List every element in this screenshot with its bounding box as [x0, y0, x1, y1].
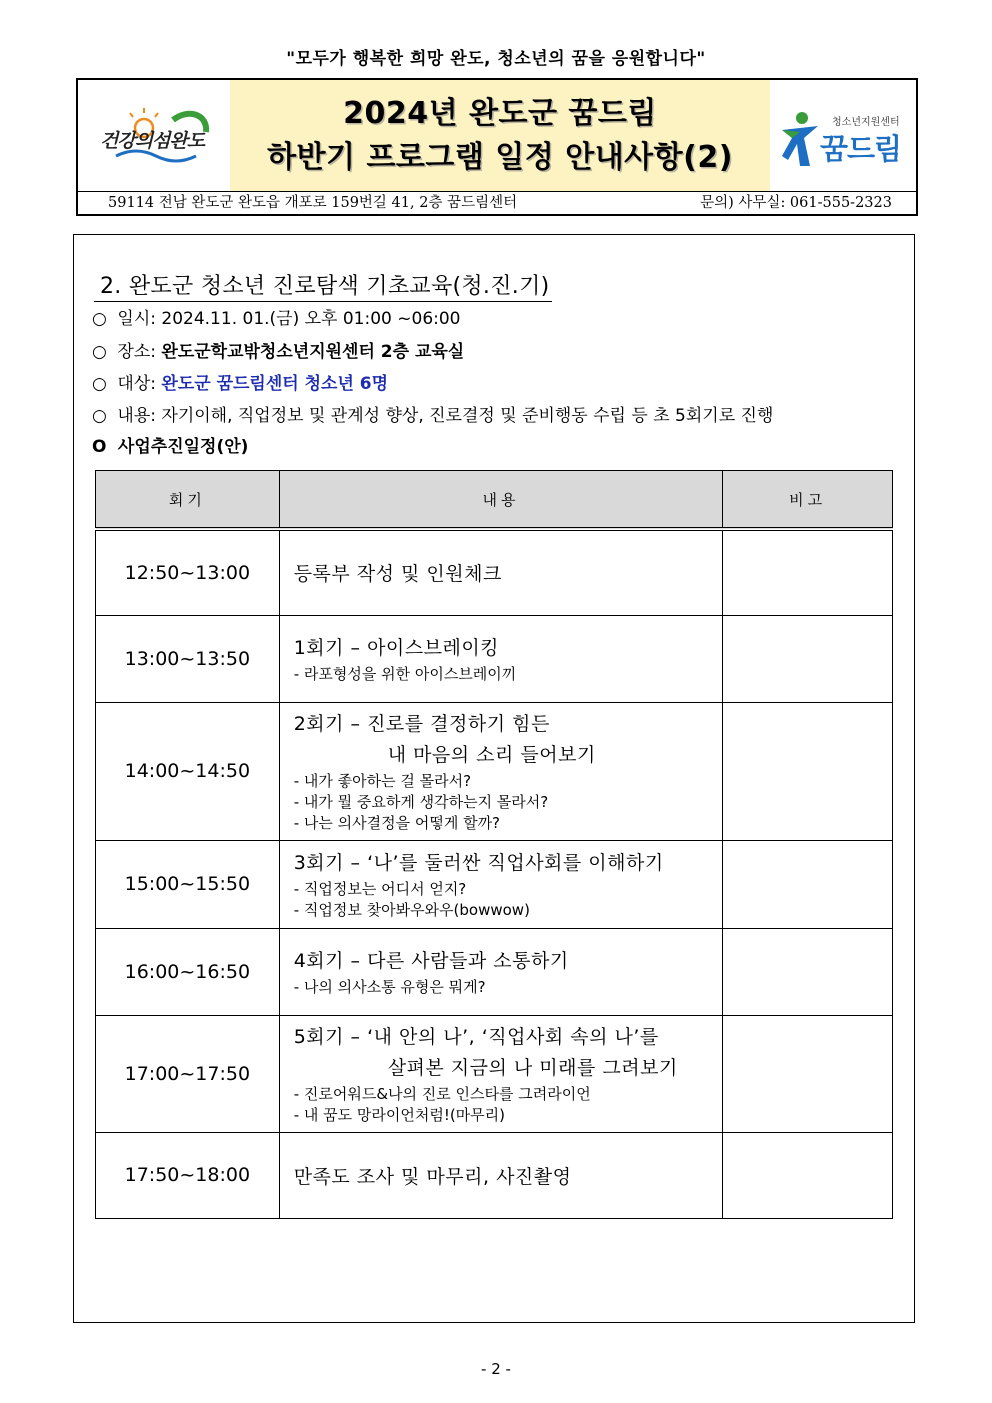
schedule-label: 사업추진일정(안) — [117, 437, 249, 457]
bullet-circle: ○ — [92, 342, 107, 362]
date-value: 2024.11. 01.(금) 오후 01:00 ~06:00 — [161, 309, 461, 329]
address: 59114 전남 완도군 완도읍 개포로 159번길 41, 2층 꿈드림센터 — [108, 195, 518, 211]
row-note — [723, 615, 893, 702]
content-value: 자기이해, 직업정보 및 관계성 향상, 진로결정 및 준비행동 수립 등 초 5회기로 진행 — [161, 406, 774, 426]
table-row — [96, 1132, 893, 1218]
title-line-2: 하반기 프로그램 일정 안내사항(2) — [267, 139, 733, 175]
slogan: "모두가 행복한 희망 완도, 청소년의 꿈을 응원합니다" — [286, 49, 706, 69]
row-main: 1회기 – 아이스브레이킹 — [293, 636, 500, 659]
document-header — [76, 78, 918, 216]
row-main-continued: 살펴본 지금의 나 미래를 그려보기 — [387, 1056, 678, 1079]
row-time: 17:00~17:50 — [96, 1015, 280, 1132]
table-row — [96, 615, 893, 702]
row-note — [723, 529, 893, 615]
date-label: 일시: — [117, 309, 156, 329]
row-sub: - 직업정보는 어디서 얻지? — [293, 879, 467, 898]
row-note — [723, 1015, 893, 1132]
table-row — [96, 928, 893, 1015]
table-row — [96, 1015, 893, 1132]
row-note — [723, 1132, 893, 1218]
target-label: 대상: — [117, 374, 156, 394]
bullet-circle-bold: O — [92, 437, 107, 457]
row-note — [723, 928, 893, 1015]
info-target — [92, 372, 388, 396]
content-label: 내용: — [117, 406, 156, 426]
header-info-bar — [78, 192, 916, 214]
kkumdream-logo-big: 꿈드림 — [820, 132, 902, 166]
row-sub: - 진로어워드&나의 진로 인스타를 그려라이언 — [293, 1084, 591, 1103]
row-main: 3회기 – ‘나’를 둘러싼 직업사회를 이해하기 — [293, 851, 664, 874]
row-main: 4회기 – 다른 사람들과 소통하기 — [293, 949, 569, 972]
person-icon — [780, 110, 820, 170]
place-label: 장소: — [117, 342, 156, 362]
row-content — [279, 840, 723, 928]
kkumdream-logo-small: 청소년지원센터 — [832, 117, 900, 128]
row-content — [279, 1015, 723, 1132]
wando-logo-text: 건강의섬완도 — [100, 130, 205, 152]
wando-logo — [78, 80, 230, 191]
row-content — [279, 702, 723, 840]
header-note: 비고 — [723, 471, 893, 530]
contact: 문의) 사무실: 061-555-2323 — [700, 195, 892, 211]
info-content — [92, 404, 773, 428]
row-content — [279, 615, 723, 702]
row-time: 15:00~15:50 — [96, 840, 280, 928]
row-time: 16:00~16:50 — [96, 928, 280, 1015]
info-schedule-heading — [92, 435, 248, 459]
row-note — [723, 702, 893, 840]
row-content — [279, 928, 723, 1015]
row-sub: - 내 꿈도 망라이언처럼!(마무리) — [293, 1105, 506, 1124]
header-session: 회기 — [96, 471, 280, 530]
place-value: 완도군학교밖청소년지원센터 2층 교육실 — [161, 342, 465, 362]
row-sub: - 나는 의사결정을 어떻게 할까? — [293, 813, 501, 832]
bullet-circle: ○ — [92, 309, 107, 329]
row-main: 5회기 – ‘내 안의 나’, ‘직업사회 속의 나’를 — [293, 1025, 659, 1048]
row-sub: - 라포형성을 위한 아이스브레이끼 — [293, 664, 517, 683]
row-main: 2회기 – 진로를 결정하기 힘든 — [293, 712, 550, 735]
bullet-circle: ○ — [92, 406, 107, 426]
row-sub: - 나의 의사소통 유형은 뭐게? — [293, 977, 486, 996]
header-content: 내용 — [279, 471, 723, 530]
row-sub: - 직업정보 찾아봐우와우(bowwow) — [293, 900, 530, 919]
title-line-1: 2024년 완도군 꿈드림 — [343, 95, 657, 131]
target-value: 완도군 꿈드림센터 청소년 6명 — [161, 374, 389, 394]
page-number: - 2 - — [481, 1360, 511, 1378]
row-sub: - 내가 뭘 중요하게 생각하는지 몰라서? — [293, 792, 549, 811]
row-content — [279, 1132, 723, 1218]
kkumdream-logo — [770, 80, 916, 191]
table-header-row — [96, 471, 893, 530]
row-main-continued: 내 마음의 소리 들어보기 — [387, 743, 596, 766]
row-main: 만족도 조사 및 마무리, 사진촬영 — [293, 1165, 572, 1188]
table-row — [96, 702, 893, 840]
row-time: 14:00~14:50 — [96, 702, 280, 840]
info-date — [92, 307, 461, 331]
main-content — [73, 234, 915, 1323]
bullet-circle: ○ — [92, 374, 107, 394]
schedule-table — [95, 470, 893, 1219]
row-note — [723, 840, 893, 928]
table-row — [96, 840, 893, 928]
title-area — [230, 80, 770, 191]
row-time: 13:00~13:50 — [96, 615, 280, 702]
info-place — [92, 340, 464, 364]
row-time: 12:50~13:00 — [96, 529, 280, 615]
table-row — [96, 529, 893, 615]
row-content — [279, 529, 723, 615]
section-title: 2. 완도군 청소년 진로탐색 기초교육(청.진.기) — [94, 269, 552, 302]
row-main: 등록부 작성 및 인원체크 — [293, 563, 502, 586]
row-sub: - 내가 좋아하는 걸 몰라서? — [293, 771, 472, 790]
row-time: 17:50~18:00 — [96, 1132, 280, 1218]
